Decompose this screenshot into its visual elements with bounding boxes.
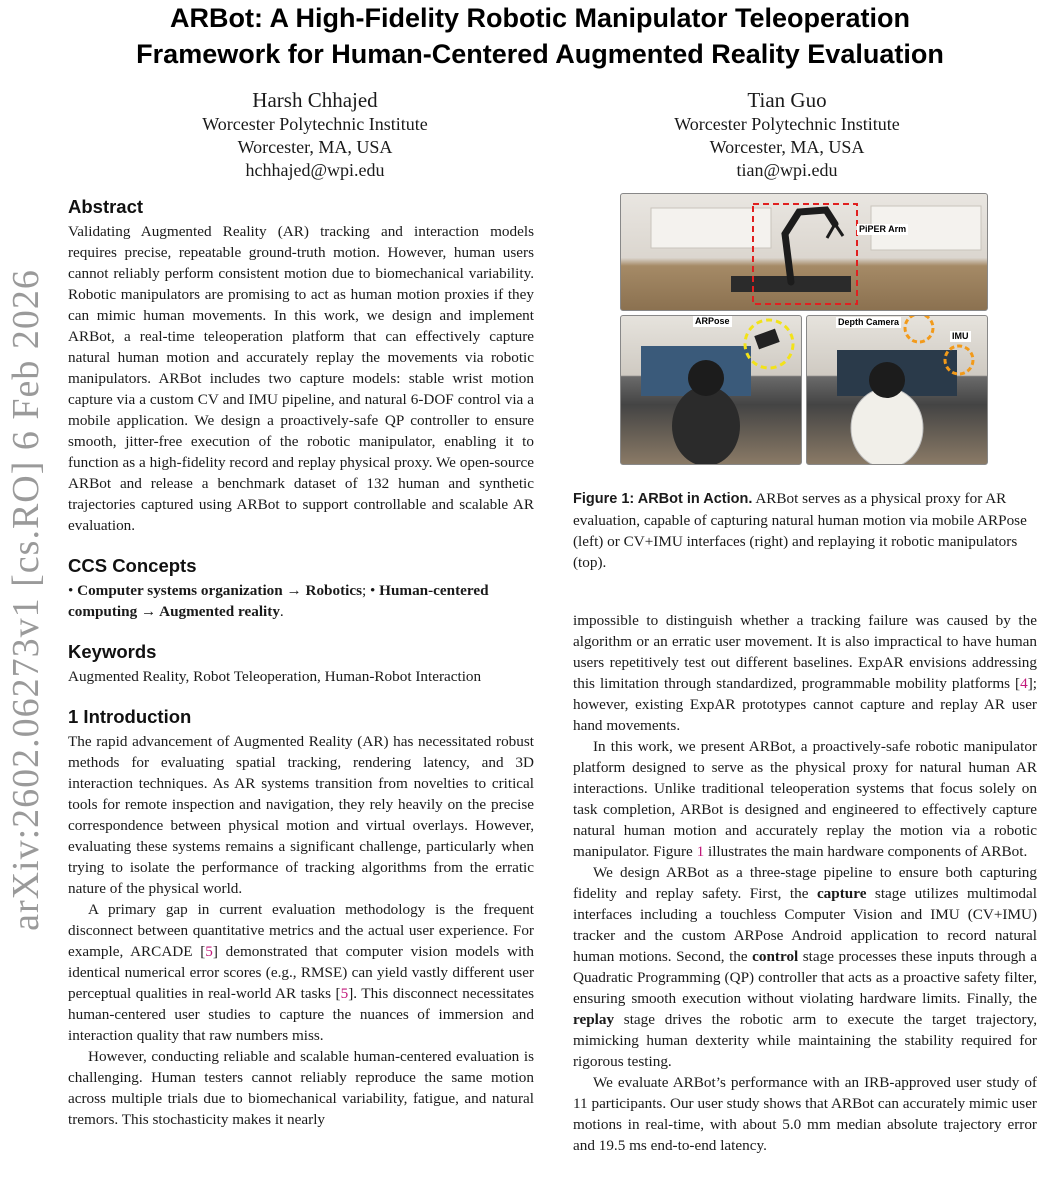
term-replay: replay [573,1011,615,1028]
title-line-1: ARBot: A High-Fidelity Robotic Manipulator Teleoperation [170,3,910,33]
robot-arm-illustration [621,194,987,310]
figure-label: IMU [952,331,969,341]
figure-label: Depth Camera [838,317,900,327]
intro-paragraph-3: However, conducting reliable and scalable human-centered evaluation is challenging. Human testers cannot reliably reproduce the same motion across multiple trials due to biomechanical variability, fatigue, and natural tremors. This stochasticity makes it nearly [68,1048,534,1128]
right-p1-text-b: ]; however, existing ExpAR prototypes cannot capture and replay AR user hand movements. [573,675,1037,734]
abstract-text: Validating Augmented Reality (AR) tracking and interaction models requires precise, repeatable ground-truth motion. However, human users cannot reliably perform consistent motion due to biomechanical variability. Robotic manipulators are promising to act as human motion proxies if they can mimic human movements. In this work, we design and implement ARBot, a real-time teleoperation platform that can effectively capture natural human motion and accurately replay the movements via robotic manipulators. ARBot includes two capture models: stable wrist motion capture via a custom CV and IMU pipeline, and natural 6-DOF control via a mobile application. We design a proactively-safe QP controller to ensure smooth, jitter-free execution of the robotic manipulator, enabling it to function as a high-fidelity record and replay physical proxy. We open-source ARBot and release a benchmark dataset of 132 human and synthetic trajectories captured using ARBot to support controllable and scalable AR evaluation. [68,223,534,534]
right-paragraph-4: We evaluate ARBot’s performance with an IRB-approved user study of 11 participants. Our user study shows that ARBot can accurately mimic user motions in real-time, with about 5.0 mm median absolute trajectory error and 19.5 ms end-to-end latency. [573,1074,1037,1154]
author-email[interactable]: tian@wpi.edu [736,160,838,180]
intro-p2-text-a: A primary gap in current evaluation methodology is the frequent disconnect between quantitative metrics and the actual user experience. For example, ARCADE [ [68,901,534,960]
arxiv-id-text: arXiv:2602.06273v1 [cs.RO] 6 Feb 2026 [5,269,47,931]
figure-robot-photo [620,193,988,311]
robot-gripper [827,224,843,238]
author-location: Worcester, MA, USA [709,137,865,157]
right-paragraph-2 [573,736,1037,862]
user-head [869,362,905,398]
figure-arpose-photo [620,315,802,465]
author-email[interactable]: hchhajed@wpi.edu [245,160,385,180]
author-affiliation: Worcester Polytechnic Institute [202,114,428,134]
ccs-item-2: Human-centered computing → Augmented reality [68,582,489,620]
caption-title: Figure 1: ARBot in Action. [573,491,753,507]
author-name: Tian Guo [747,88,827,112]
author-location: Worcester, MA, USA [237,137,393,157]
right-p1-text-a: impossible to distinguish whether a tracking failure was caused by the algorithm or an erratic user movement. It is also impractical to have human users repetitively test out different baselines. ExpAR envisions addressing this limitation through standardized, programmable mobility platforms [ [573,612,1037,692]
citation-link[interactable]: 4 [1020,675,1028,692]
citation-link[interactable]: 5 [205,943,213,960]
left-column [68,193,534,1130]
intro-p2-text-c: ]. This disconnect necessitates human-centered user studies to capture the nuances of immersion and interaction quality that raw numbers miss. [68,985,534,1044]
author-affiliation: Worcester Polytechnic Institute [674,114,900,134]
figure-label: ARPose [695,316,730,326]
right-p3-text-a: We design ARBot as a three-stage pipeline to ensure both capturing fidelity and replay safety. First, the [573,864,1037,902]
title-line-2: Framework for Human-Centered Augmented Reality Evaluation [136,39,944,69]
ccs-end: . [279,603,284,620]
right-p3-text-b: stage utilizes multimodal interfaces including a touchless Computer Vision and IMU (CV+IMU) tracker and the custom ARPose Android application to record natural human motions. Second, the [573,885,1037,965]
intro-paragraph-2 [68,899,534,1046]
author-name: Harsh Chhajed [252,88,378,112]
paper-title [60,0,1020,72]
term-capture: capture [816,885,867,902]
arpose-illustration [621,316,801,464]
abstract-heading: Abstract [68,196,144,217]
user-head [688,360,724,396]
author-block-2 [607,87,967,182]
user-silhouette [672,386,740,464]
caption-text: ARBot serves as a physical proxy for AR evaluation, capable of capturing natural human motion via mobile ARPose (left) or CV+IMU interfaces (right) and replaying it robotic manipulators (top). [573,490,1027,571]
ccs-heading: CCS Concepts [68,555,197,576]
ccs-item-1: Computer systems organization → Robotics [77,582,363,599]
intro-paragraph-1: The rapid advancement of Augmented Reality (AR) has necessitated robust methods for evaluating spatial tracking, rendering latency, and 3D interaction techniques. As AR systems transition from novelties to critical tools for remote inspection and navigation, they rely heavily on the precise correspondence between physical motion and virtual overlays. However, evaluating these systems remains a significant challenge, particularly when trying to isolate the performance of tracking algorithms from the erratic nature of the physical world. [68,733,534,897]
right-p2-text-b: illustrates the main hardware components of ARBot. [704,843,1028,860]
robot-arm [785,210,835,282]
figure-caption [573,488,1035,573]
introduction-heading: 1 Introduction [68,706,192,727]
arxiv-identifier [0,260,54,940]
right-paragraph-3 [573,862,1037,1072]
highlight-circle [905,316,933,342]
term-control: control [752,948,799,965]
ccs-separator: ; • [362,582,380,599]
right-p3-text-d: stage drives the robotic arm to execute the target trajectory, mimicking human dexterity while maintaining the stability required for rigorous testing. [573,1011,1037,1070]
right-p3-text-c: stage processes these inputs through a Quadratic Programming (QP) controller that acts as a proactive safety filter, ensuring smooth execution without violating hardware limits. Finally, the [573,948,1037,1007]
intro-p2-text-b: ] demonstrated that computer vision models with identical numerical error scores (e.g., RMSE) can yield vastly different user perceptual qualities in real-world AR tasks [ [68,943,534,1002]
keywords-heading: Keywords [68,641,157,662]
user-silhouette [851,388,923,464]
right-p2-text-a: In this work, we present ARBot, a proactively-safe robotic manipulator platform designed to serve as the physical proxy for natural human AR interactions. Unlike traditional teleoperation systems that focus solely on task completion, ARBot is designed and engineered to effectively capture natural human motion and accurately replay the motion via a robotic manipulator. Figure [573,738,1037,860]
ccs-concepts [68,580,534,622]
citation-link[interactable]: 5 [340,985,349,1002]
ccs-bullet: • [68,582,78,599]
figure-link[interactable]: 1 [696,843,705,860]
figure-1 [620,193,988,465]
figure-label: PiPER Arm [859,224,907,234]
keywords-text: Augmented Reality, Robot Teleoperation, Human-Robot Interaction [68,668,482,685]
author-block-1 [135,87,495,182]
right-paragraph-1 [573,610,1037,736]
phone [754,329,779,350]
right-column [573,610,1037,1156]
